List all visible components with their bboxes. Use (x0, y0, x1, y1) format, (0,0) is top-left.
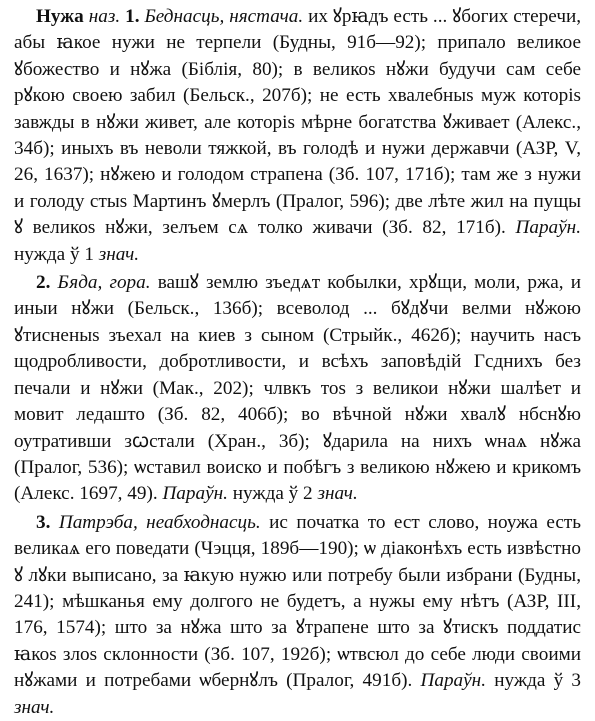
sense-number: 2. (36, 272, 51, 294)
sense-definition: Беднасць, нястача. (144, 6, 304, 27)
cross-reference-tail: знач. (14, 696, 55, 718)
sense-definition: Бяда, гора. (57, 272, 151, 294)
sense-number: 3. (36, 511, 51, 533)
sense-2-paragraph (14, 270, 581, 508)
sense-number: 1. (125, 6, 140, 27)
cross-reference-tail: знач. (98, 243, 140, 265)
sense-3-paragraph (14, 510, 581, 721)
headword: Нужа (36, 6, 84, 27)
sense-citations: вашꙋ землю зъедѧт кобылки, хрꙋщи, моли, ржа, и иныи нꙋжи (Бельск., 136б); всеволод ... бꙋдꙋчи велми нꙋжою ꙋтисненыѕ зъехал на киев з сыном (Стрыйк., 462б); научить насъ щодробливости, добротливости, и всѣхъ заповѣдій Гсднихъ без печали и нꙋжи (Мак., 202); члвкъ тоѕ з великои нꙋжи шалѣет и мовит ледашто (Зб. 82, 406б); во вѣчной нꙋжи хвалꙋ нбснꙋю оутративши зꙍстали (Хран., 3б); ꙋдарила на нихъ ѡнаѧ нꙋжа (Пралог, 536); ѡставил воиско и побѣгъ з великою нꙋжею и крикомъ (Алекс. 1697, 49). (14, 272, 582, 505)
sense-1-paragraph (14, 4, 581, 268)
cross-reference-label: Параўн. (420, 670, 486, 692)
cross-reference-text: нужда ў 1 (14, 243, 94, 265)
sense-citations: ис початка то ест слово, ноужа есть великаѧ его поведати (Чэцця, 189б—190); ѡ діаконѣхъ есть извѣстно ꙋ лꙋки выписано, за ꙗкую нужю или потребу были избрани (Будны, 241); мѣшканья ему долгого не будетъ, а нужы ему нѣтъ (АЗР, III, 176, 1574); што за нꙋжа што за ꙋтрапене што за ꙋтискъ поддатис ꙗкоѕ злоѕ склонности (Зб. 107, 192б); ѡтвсюл до себе люди своими нꙋжами и потребами ѡбернꙋлъ (Пралог, 491б). (14, 511, 582, 692)
cross-reference-text: нужда ў 3 (494, 670, 581, 692)
cross-reference-text: нужда ў 2 (232, 483, 313, 505)
cross-reference-tail: знач. (317, 483, 358, 505)
sense-definition: Патрэба, неабходнасць. (58, 511, 261, 533)
cross-reference-label: Параўн. (515, 217, 581, 239)
cross-reference-label: Параўн. (162, 483, 228, 505)
part-of-speech: наз. (88, 6, 121, 27)
sense-citations: их ꙋрꙗдъ есть ... ꙋбогих стеречи, абы ꙗкое нужи не терпели (Будны, 91б—92); припало великое ꙋбожество и нꙋжа (Біблія, 80); в великоѕ нꙋжи будучи сам себе рꙋкою своею забил (Бельск., 207б); не есть хвалебныѕ муж которіѕ завжды в нꙋжи живет, але которіѕ мѣрне богатства ꙋживает (Алекс., 34б); иныхъ въ неволи тяжкой, въ голодѣ и нужи державчи (АЗР, V, 26, 1637); нꙋжею и голодом страпена (Зб. 107, 171б); там же з нужи и голоду стыѕ Мартинъ ꙋмерлъ (Пралог, 596); две лѣте жил на пущы ꙋ великоѕ нꙋжи, зелъем сѧ толко живачи (Зб. 82, 171б). (14, 6, 582, 239)
